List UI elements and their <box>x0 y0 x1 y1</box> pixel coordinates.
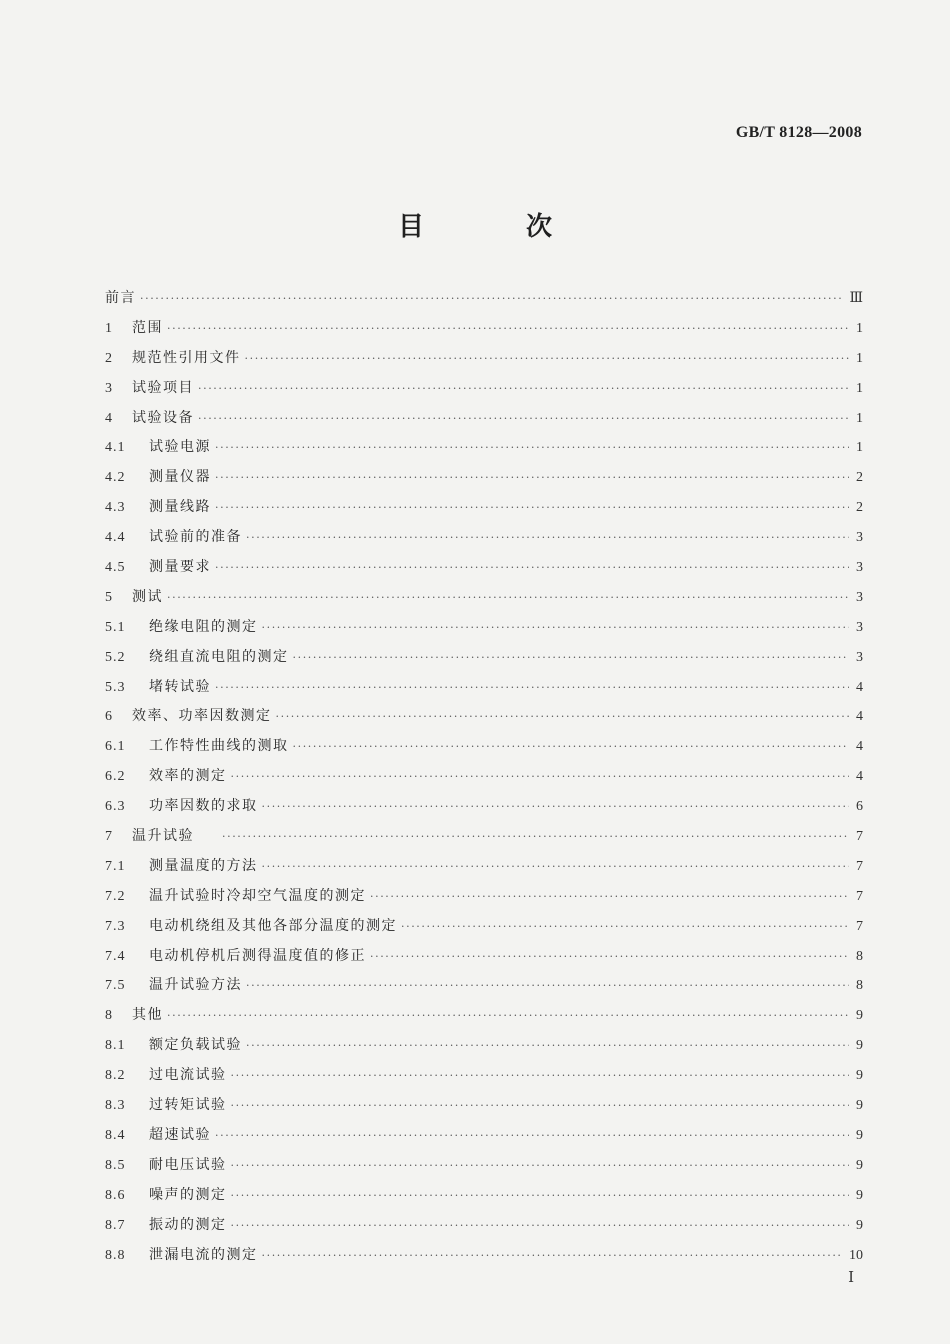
toc-entry-title: 范围 <box>132 319 163 336</box>
toc-entry-title: 试验设备 <box>132 409 194 426</box>
toc-entry-number: 5.3 <box>105 679 126 695</box>
toc-entry-number: 8.3 <box>105 1098 126 1114</box>
toc-entry-page: 7 <box>856 888 863 904</box>
toc-dot-leader <box>215 493 849 523</box>
toc-entry <box>105 523 863 553</box>
toc-entry-number: 8.5 <box>105 1157 126 1173</box>
toc-entry <box>105 553 863 583</box>
toc-dot-leader <box>198 404 849 434</box>
table-of-contents <box>105 284 863 1270</box>
toc-dot-leader <box>246 523 849 553</box>
toc-entry <box>105 942 863 972</box>
toc-entry <box>105 583 863 613</box>
toc-entry-page: 3 <box>856 560 863 576</box>
toc-entry <box>105 1001 863 1031</box>
toc-entry-number: 6.2 <box>105 769 126 785</box>
toc-entry-title: 温升试验 <box>132 828 194 845</box>
toc-entry-number: 6.1 <box>105 739 126 755</box>
toc-dot-leader <box>215 433 849 463</box>
toc-entry-page: 9 <box>856 1008 863 1024</box>
toc-entry-title: 效率、功率因数测定 <box>132 708 272 725</box>
toc-entry <box>105 1241 863 1271</box>
toc-entry <box>105 912 863 942</box>
toc-dot-leader <box>262 613 850 643</box>
toc-entry <box>105 673 863 703</box>
toc-dot-leader <box>167 314 849 344</box>
toc-entry-page: 7 <box>856 858 863 874</box>
toc-dot-leader <box>140 284 843 314</box>
toc-entry <box>105 344 863 374</box>
toc-entry-title: 温升试验方法 <box>149 977 242 994</box>
toc-entry-number: 1 <box>105 320 113 336</box>
toc-dot-leader <box>401 912 849 942</box>
toc-entry-title: 试验项目 <box>132 379 194 396</box>
toc-entry <box>105 762 863 792</box>
toc-entry <box>105 702 863 732</box>
toc-entry-page: 3 <box>856 619 863 635</box>
toc-dot-leader <box>231 1061 850 1091</box>
toc-entry-title: 试验电源 <box>149 439 211 456</box>
toc-entry-title: 测量温度的方法 <box>149 857 258 874</box>
toc-entry-page: 3 <box>856 589 863 605</box>
toc-entry-number: 6 <box>105 709 113 725</box>
toc-entry-number: 7.5 <box>105 978 126 994</box>
toc-dot-leader <box>262 1241 844 1271</box>
toc-dot-leader <box>231 1211 850 1241</box>
toc-entry-page: 9 <box>856 1038 863 1054</box>
toc-dot-leader <box>198 374 849 404</box>
toc-entry-page: 9 <box>856 1157 863 1173</box>
toc-entry-title: 效率的测定 <box>149 768 227 785</box>
toc-dot-leader <box>167 583 849 613</box>
toc-entry-page: 1 <box>856 320 863 336</box>
toc-dot-leader <box>276 702 850 732</box>
toc-entry-title: 噪声的测定 <box>149 1186 227 1203</box>
toc-entry <box>105 284 863 314</box>
toc-entry-page: 1 <box>856 410 863 426</box>
toc-entry-number: 8.7 <box>105 1217 126 1233</box>
toc-entry <box>105 1031 863 1061</box>
toc-entry-title: 额定负载试验 <box>149 1037 242 1054</box>
toc-dot-leader <box>215 1121 849 1151</box>
toc-dot-leader <box>262 852 850 882</box>
page-title: 目 次 <box>397 212 590 242</box>
toc-dot-leader <box>222 822 849 852</box>
toc-dot-leader <box>215 553 849 583</box>
toc-entry-title: 测量仪器 <box>149 469 211 486</box>
toc-entry-number: 8.4 <box>105 1127 126 1143</box>
standard-code: GB/T 8128—2008 <box>735 124 862 141</box>
toc-entry-number: 4.5 <box>105 560 126 576</box>
toc-entry-number: 8.2 <box>105 1068 126 1084</box>
toc-entry <box>105 882 863 912</box>
toc-entry <box>105 463 863 493</box>
toc-dot-leader <box>262 792 850 822</box>
toc-dot-leader <box>231 1181 850 1211</box>
toc-entry-page: 1 <box>856 350 863 366</box>
toc-entry-title: 绝缘电阻的测定 <box>149 618 258 635</box>
toc-entry <box>105 732 863 762</box>
toc-entry-page: 2 <box>856 470 863 486</box>
toc-entry <box>105 433 863 463</box>
toc-entry-page: 9 <box>856 1098 863 1114</box>
toc-dot-leader <box>245 344 850 374</box>
toc-entry <box>105 493 863 523</box>
toc-dot-leader <box>167 1001 849 1031</box>
toc-entry-number: 5.2 <box>105 649 126 665</box>
toc-entry <box>105 822 863 852</box>
toc-entry-title: 泄漏电流的测定 <box>149 1246 258 1263</box>
toc-entry-number: 8.8 <box>105 1247 126 1263</box>
toc-entry-title: 功率因数的求取 <box>149 798 258 815</box>
toc-entry-page: 6 <box>856 799 863 815</box>
toc-entry <box>105 1091 863 1121</box>
toc-entry-title: 测量要求 <box>149 559 211 576</box>
toc-entry-title: 堵转试验 <box>149 678 211 695</box>
page-number: Ⅰ <box>848 1270 854 1286</box>
toc-entry-number: 5 <box>105 589 113 605</box>
toc-entry-page: 3 <box>856 649 863 665</box>
toc-entry-number: 7.3 <box>105 918 126 934</box>
toc-entry-number: 4.4 <box>105 530 126 546</box>
toc-entry-number: 7 <box>105 829 113 845</box>
toc-entry-page: 4 <box>856 709 863 725</box>
toc-entry-title: 前言 <box>105 290 136 306</box>
toc-entry-title: 超速试验 <box>149 1126 211 1143</box>
toc-entry-page: 9 <box>856 1217 863 1233</box>
toc-entry-title: 测量线路 <box>149 499 211 516</box>
toc-entry <box>105 1121 863 1151</box>
toc-entry-title: 试验前的准备 <box>149 529 242 546</box>
toc-dot-leader <box>231 1091 850 1121</box>
toc-entry <box>105 852 863 882</box>
toc-entry <box>105 643 863 673</box>
toc-dot-leader <box>231 1151 850 1181</box>
toc-entry <box>105 971 863 1001</box>
toc-entry <box>105 1181 863 1211</box>
toc-entry-number: 4 <box>105 410 113 426</box>
toc-entry <box>105 1151 863 1181</box>
toc-entry-page: 7 <box>856 918 863 934</box>
toc-entry-number: 8.6 <box>105 1187 126 1203</box>
toc-entry <box>105 792 863 822</box>
toc-dot-leader <box>246 1031 849 1061</box>
toc-entry-page: 9 <box>856 1187 863 1203</box>
toc-entry-page: 2 <box>856 500 863 516</box>
toc-entry-title: 绕组直流电阻的测定 <box>149 648 289 665</box>
toc-entry-page: 9 <box>856 1127 863 1143</box>
toc-entry-title: 电动机绕组及其他各部分温度的测定 <box>149 917 397 934</box>
toc-entry-title: 过转矩试验 <box>149 1097 227 1114</box>
toc-entry-number: 3 <box>105 380 113 396</box>
toc-entry-title: 工作特性曲线的测取 <box>149 738 289 755</box>
toc-entry-title: 温升试验时冷却空气温度的测定 <box>149 887 366 904</box>
toc-entry-page: 3 <box>856 530 863 546</box>
toc-entry-number: 8.1 <box>105 1038 126 1054</box>
toc-entry-page: 1 <box>856 380 863 396</box>
toc-entry-number: 4.1 <box>105 440 126 456</box>
toc-entry-page: 1 <box>856 440 863 456</box>
toc-dot-leader <box>231 762 850 792</box>
toc-entry-number: 4.2 <box>105 470 126 486</box>
toc-entry-title: 电动机停机后测得温度值的修正 <box>149 947 366 964</box>
toc-entry-number: 4.3 <box>105 500 126 516</box>
toc-entry-title: 振动的测定 <box>149 1216 227 1233</box>
toc-entry-title: 测试 <box>132 588 163 605</box>
toc-entry <box>105 404 863 434</box>
toc-entry <box>105 374 863 404</box>
toc-entry <box>105 314 863 344</box>
toc-dot-leader <box>215 463 849 493</box>
toc-entry-number: 5.1 <box>105 619 126 635</box>
toc-entry-page: 8 <box>856 978 863 994</box>
toc-entry-page: 4 <box>856 679 863 695</box>
toc-entry-page: 4 <box>856 769 863 785</box>
toc-dot-leader <box>293 643 850 673</box>
toc-entry-title: 过电流试验 <box>149 1067 227 1084</box>
toc-entry-number: 7.2 <box>105 888 126 904</box>
toc-entry-page: 4 <box>856 739 863 755</box>
toc-entry-title: 耐电压试验 <box>149 1156 227 1173</box>
toc-entry-number: 6.3 <box>105 799 126 815</box>
toc-entry-page: 10 <box>849 1247 863 1263</box>
toc-entry-number: 2 <box>105 350 113 366</box>
toc-entry-page: 8 <box>856 948 863 964</box>
toc-entry-page: Ⅲ <box>849 291 863 306</box>
toc-dot-leader <box>370 942 849 972</box>
toc-dot-leader <box>246 971 849 1001</box>
toc-entry-page: 9 <box>856 1068 863 1084</box>
toc-entry-title: 其他 <box>132 1007 163 1024</box>
toc-dot-leader <box>370 882 849 912</box>
toc-entry <box>105 613 863 643</box>
toc-entry <box>105 1211 863 1241</box>
toc-dot-leader <box>215 673 849 703</box>
toc-dot-leader <box>293 732 850 762</box>
toc-entry-number: 8 <box>105 1008 113 1024</box>
toc-entry-page: 7 <box>856 829 863 845</box>
toc-entry <box>105 1061 863 1091</box>
toc-entry-number: 7.4 <box>105 948 126 964</box>
toc-entry-title: 规范性引用文件 <box>132 349 241 366</box>
toc-entry-number: 7.1 <box>105 858 126 874</box>
